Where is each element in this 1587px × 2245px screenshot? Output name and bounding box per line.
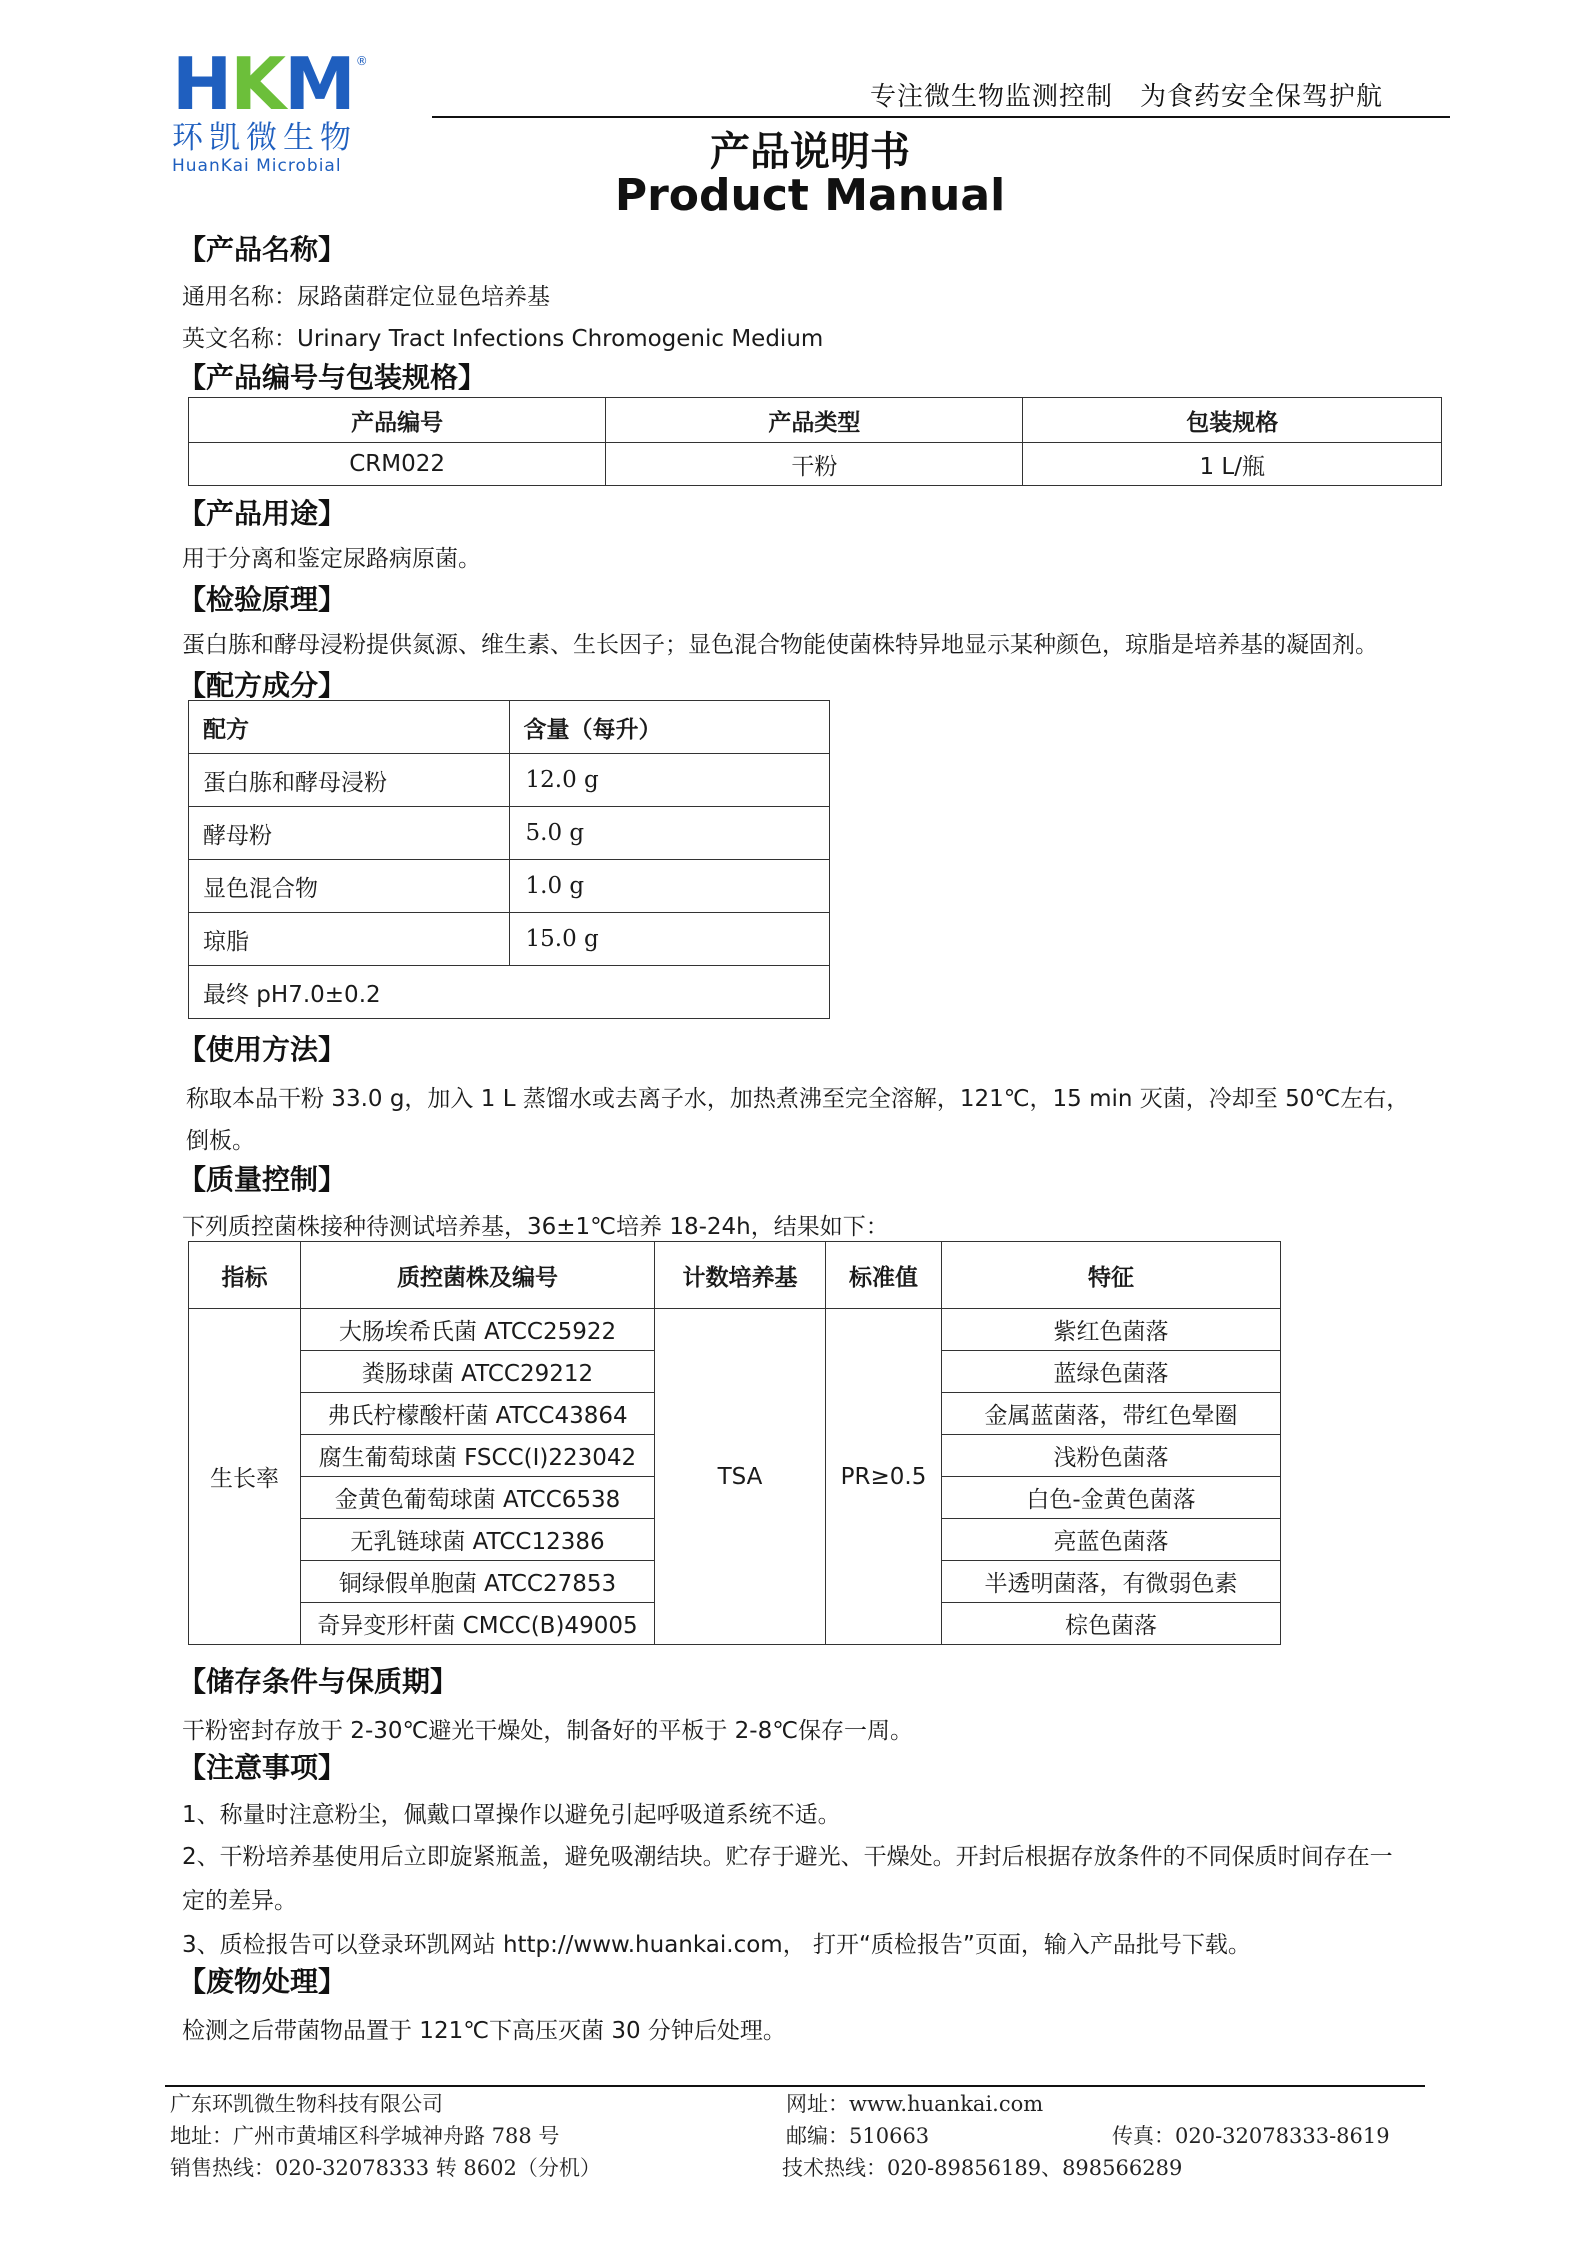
ingredient-name: 酵母粉 — [189, 807, 510, 860]
strain-cell: 金黄色葡萄球菌 ATCC6538 — [301, 1477, 655, 1519]
strain-cell: 腐生葡萄球菌 FSCC(I)223042 — [301, 1435, 655, 1477]
note-item-2-line2: 定的差异。 — [182, 1888, 297, 1914]
feature-cell: 亮蓝色菌落 — [942, 1519, 1281, 1561]
method-text-line1: 称取本品干粉 33.0 g，加入 1 L 蒸馏水或去离子水，加热煮沸至完全溶解，121℃，15 min 灭菌，冷却至 50℃左右， — [186, 1086, 1410, 1112]
section-heading-storage: 【储存条件与保质期】 — [178, 1665, 459, 1698]
ingredient-amount: 12.0 g — [509, 754, 830, 807]
product-code-table — [188, 397, 1442, 486]
footer-address: 地址：广州市黄埔区科学城神舟路 788 号 — [170, 2124, 560, 2148]
feature-cell: 浅粉色菌落 — [942, 1435, 1281, 1477]
note-item-3: 3、质检报告可以登录环凯网站 http://www.huankai.com， 打开“质检报告”页面，输入产品批号下载。 — [182, 1932, 1251, 1958]
strain-cell: 奇异变形杆菌 CMCC(B)49005 — [301, 1603, 655, 1645]
usage-text: 用于分离和鉴定尿路病原菌。 — [182, 546, 481, 572]
table-row — [189, 913, 830, 966]
table-header-row — [189, 398, 1442, 443]
ingredient-name: 琼脂 — [189, 913, 510, 966]
feature-cell: 蓝绿色菌落 — [942, 1351, 1281, 1393]
table-header-row — [189, 1242, 1281, 1309]
section-heading-notes: 【注意事项】 — [178, 1751, 347, 1784]
feature-cell: 紫红色菌落 — [942, 1309, 1281, 1351]
column-header: 计数培养基 — [655, 1242, 826, 1309]
strain-cell: 铜绿假单胞菌 ATCC27853 — [301, 1561, 655, 1603]
column-header: 标准值 — [826, 1242, 942, 1309]
final-ph: 最终 pH7.0±0.2 — [189, 966, 830, 1019]
footer-fax: 传真：020-32078333-8619 — [1112, 2124, 1390, 2148]
feature-cell: 白色-金黄色菌落 — [942, 1477, 1281, 1519]
column-header: 产品类型 — [606, 398, 1023, 443]
strain-cell: 弗氏柠檬酸杆菌 ATCC43864 — [301, 1393, 655, 1435]
logo-letter-h: H — [172, 42, 231, 126]
strain-cell: 粪肠球菌 ATCC29212 — [301, 1351, 655, 1393]
medium-cell: TSA — [655, 1309, 826, 1645]
slogan: 专注微生物监测控制 为食药安全保驾护航 — [870, 82, 1384, 112]
qc-intro: 下列质控菌株接种待测试培养基，36±1℃培养 18-24h，结果如下： — [182, 1214, 889, 1240]
note-item-2-line1: 2、干粉培养基使用后立即旋紧瓶盖，避免吸潮结块。贮存于避光、干燥处。开封后根据存放条件的不同保质时间存在一 — [182, 1844, 1393, 1870]
column-header: 质控菌株及编号 — [301, 1242, 655, 1309]
footer-tech-hotline: 技术热线：020-89856189、898566289 — [782, 2156, 1183, 2180]
table-row — [189, 1309, 1281, 1351]
quality-control-table — [188, 1241, 1281, 1645]
logo-letter-m: M — [284, 42, 354, 126]
table-row — [189, 966, 830, 1019]
column-header: 特征 — [942, 1242, 1281, 1309]
feature-cell: 金属蓝菌落，带红色晕圈 — [942, 1393, 1281, 1435]
table-header-row — [189, 701, 830, 754]
column-header: 配方 — [189, 701, 510, 754]
formula-table — [188, 700, 830, 1019]
logo-mark — [172, 42, 432, 126]
table-row — [189, 860, 830, 913]
registered-mark: ® — [355, 54, 368, 68]
section-heading-quality-control: 【质量控制】 — [178, 1163, 347, 1196]
storage-text: 干粉密封存放于 2-30℃避光干燥处，制备好的平板于 2-8℃保存一周。 — [182, 1718, 914, 1744]
footer-sales-hotline: 销售热线：020-32078333 转 8602（分机） — [170, 2156, 601, 2180]
ingredient-amount: 15.0 g — [509, 913, 830, 966]
package-size: 1 L/瓶 — [1023, 443, 1442, 486]
footer-divider — [165, 2085, 1425, 2087]
principle-text: 蛋白胨和酵母浸粉提供氮源、维生素、生长因子；显色混合物能使菌株特异地显示某种颜色，琼脂是培养基的凝固剂。 — [182, 632, 1378, 658]
column-header: 含量（每升） — [509, 701, 830, 754]
header-divider — [432, 116, 1450, 118]
logo-chinese-name: 环凯微生物 — [172, 120, 357, 156]
indicator-cell: 生长率 — [189, 1309, 301, 1645]
logo-letter-k: K — [230, 42, 285, 126]
standard-cell: PR≥0.5 — [826, 1309, 942, 1645]
page-title-cn: 产品说明书 — [710, 129, 910, 175]
strain-cell: 无乳链球菌 ATCC12386 — [301, 1519, 655, 1561]
disposal-text: 检测之后带菌物品置于 121℃下高压灭菌 30 分钟后处理。 — [182, 2018, 786, 2044]
table-row — [189, 443, 1442, 486]
strain-cell: 大肠埃希氏菌 ATCC25922 — [301, 1309, 655, 1351]
feature-cell: 半透明菌落，有微弱色素 — [942, 1561, 1281, 1603]
footer-postcode: 邮编：510663 — [786, 2124, 930, 2148]
logo-english-name: HuanKai Microbial — [172, 156, 342, 176]
ingredient-amount: 5.0 g — [509, 807, 830, 860]
section-heading-disposal: 【废物处理】 — [178, 1965, 347, 1998]
column-header: 产品编号 — [189, 398, 606, 443]
ingredient-name: 蛋白胨和酵母浸粉 — [189, 754, 510, 807]
table-row — [189, 807, 830, 860]
column-header: 包装规格 — [1023, 398, 1442, 443]
section-heading-principle: 【检验原理】 — [178, 583, 347, 616]
page-title-en: Product Manual — [614, 170, 1006, 221]
table-row — [189, 754, 830, 807]
note-item-1: 1、称量时注意粉尘，佩戴口罩操作以避免引起呼吸道系统不适。 — [182, 1802, 841, 1828]
section-heading-product-code: 【产品编号与包装规格】 — [178, 361, 487, 394]
method-text-line2: 倒板。 — [186, 1128, 255, 1154]
feature-cell: 棕色菌落 — [942, 1603, 1281, 1645]
section-heading-method: 【使用方法】 — [178, 1033, 347, 1066]
product-type: 干粉 — [606, 443, 1023, 486]
footer-website: 网址：www.huankai.com — [786, 2092, 1044, 2116]
english-name: 英文名称：Urinary Tract Infections Chromogenic Medium — [182, 326, 824, 352]
ingredient-name: 显色混合物 — [189, 860, 510, 913]
column-header: 指标 — [189, 1242, 301, 1309]
product-code: CRM022 — [189, 443, 606, 486]
ingredient-amount: 1.0 g — [509, 860, 830, 913]
footer-company: 广东环凯微生物科技有限公司 — [170, 2092, 443, 2116]
common-name: 通用名称：尿路菌群定位显色培养基 — [182, 284, 550, 310]
section-heading-usage: 【产品用途】 — [178, 497, 347, 530]
section-heading-product-name: 【产品名称】 — [178, 233, 347, 266]
section-heading-formula: 【配方成分】 — [178, 669, 347, 702]
